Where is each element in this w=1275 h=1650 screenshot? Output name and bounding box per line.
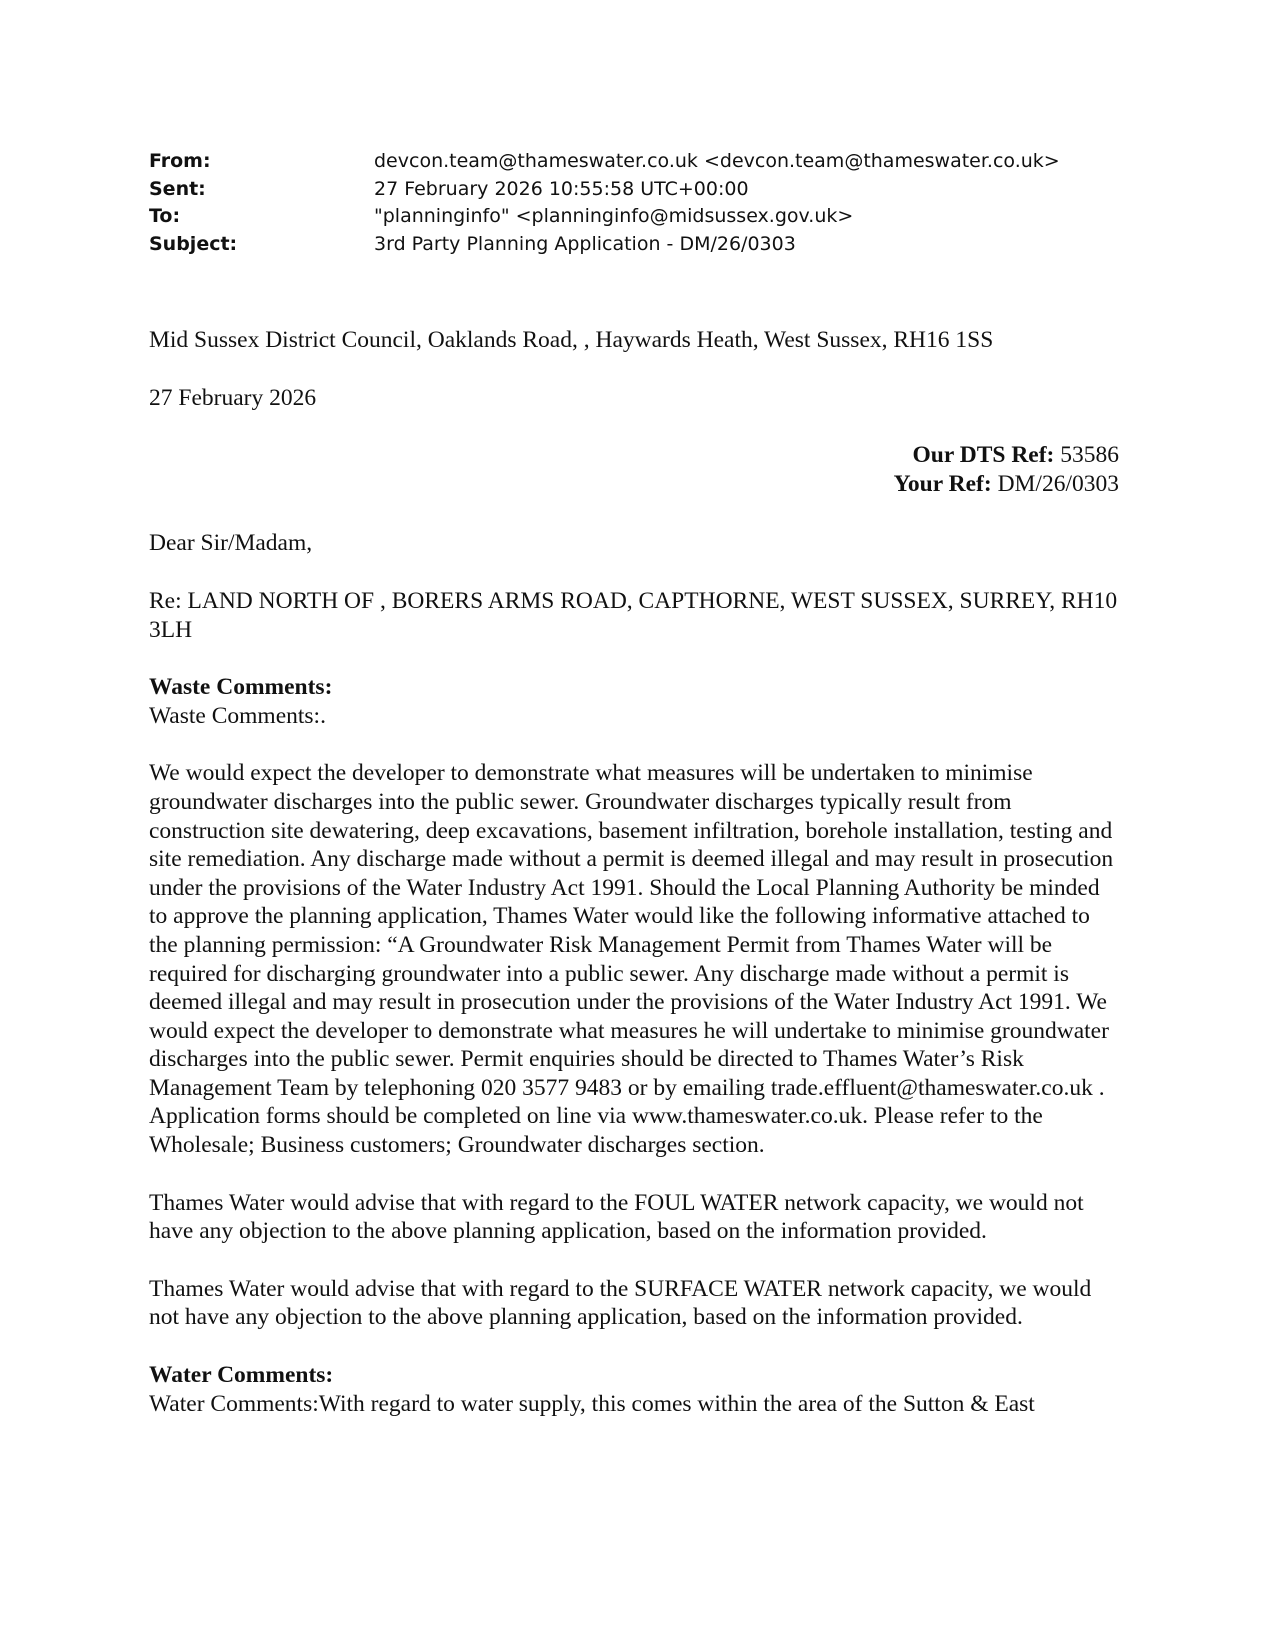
email-from-row [149,148,1149,176]
to-label: To: [149,205,181,227]
sent-label: Sent: [149,177,206,200]
sent-value: 27 February 2026 10:55:58 UTC+00:00 [374,177,749,200]
waste-paragraph-foul-water: Thames Water would advise that with regard to the FOUL WATER network capacity, we would not have any objection to the above planning application, based on the information provided. [149,1189,1084,1245]
email-to-row [149,203,1149,231]
our-ref-label: Our DTS Ref: [912,442,1055,469]
subject-label: Subject: [149,232,238,255]
to-value: "planninginfo" <planninginfo@midsussex.gov.uk> [374,205,854,227]
subject-value: 3rd Party Planning Application - DM/26/0303 [374,232,796,255]
letter-body [149,326,1119,1418]
our-ref-value: 53586 [1060,442,1119,469]
waste-paragraph-surface-water: Thames Water would advise that with regard to the SURFACE WATER network capacity, we would not have any objection to the above planning application, based on the information provided. [149,1275,1092,1331]
salutation: Dear Sir/Madam, [149,530,313,557]
waste-paragraph-groundwater: We would expect the developer to demonstrate what measures will be undertaken to minimise groundwater discharges into the public sewer. Groundwater discharges typically result from construction site dewatering, deep excavations, basement infiltration, borehole installation, testing and site remediation. Any discharge made without a permit is deemed illegal and may result in prosecution under the provisions of the Water Industry Act 1991. Should the Local Planning Authority be minded to approve the planning application, Thames Water would like the following informative attached to the planning permission: “A Groundwater Risk Management Permit from Thames Water will be required for discharging groundwater into a public sewer. Any discharge made without a permit is deemed illegal and may result in prosecution under the provisions of the Water Industry Act 1991. We would expect the developer to demonstrate what measures he will undertake to minimise groundwater discharges into the public sewer. Permit enquiries should be directed to Thames Water’s Risk Management Team by telephoning 020 3577 9483 or by emailing trade.effluent@thameswater.co.uk . Application forms should be completed on line via www.thameswater.co.uk. Please refer to the Wholesale; Business customers; Groundwater discharges section. [149,760,1114,1159]
your-ref-label: Your Ref: [893,470,992,497]
from-value: devcon.team@thameswater.co.uk <devcon.team@thameswater.co.uk> [374,150,1060,172]
waste-comments-heading: Waste Comments: [149,674,333,701]
reference-block [149,441,1119,498]
our-ref-line [149,441,1119,470]
email-subject-row [149,231,1149,259]
recipient-address: Mid Sussex District Council, Oaklands Road, , Haywards Heath, West Sussex, RH16 1SS [149,327,994,353]
letter-date: 27 February 2026 [149,384,317,411]
water-comments-heading: Water Comments: [149,1362,334,1389]
water-comments-paragraph: Water Comments:With regard to water supply, this comes within the area of the Sutton & East [149,1390,1035,1417]
re-line: Re: LAND NORTH OF , BORERS ARMS ROAD, CAPTHORNE, WEST SUSSEX, SURREY, RH10 3LH [149,587,1118,643]
from-label: From: [149,150,211,172]
email-sent-row [149,176,1149,204]
email-header [149,148,1149,258]
your-ref-value: DM/26/0303 [997,470,1119,497]
waste-comments-subheading: Waste Comments:. [149,702,326,729]
your-ref-line [149,470,1119,499]
